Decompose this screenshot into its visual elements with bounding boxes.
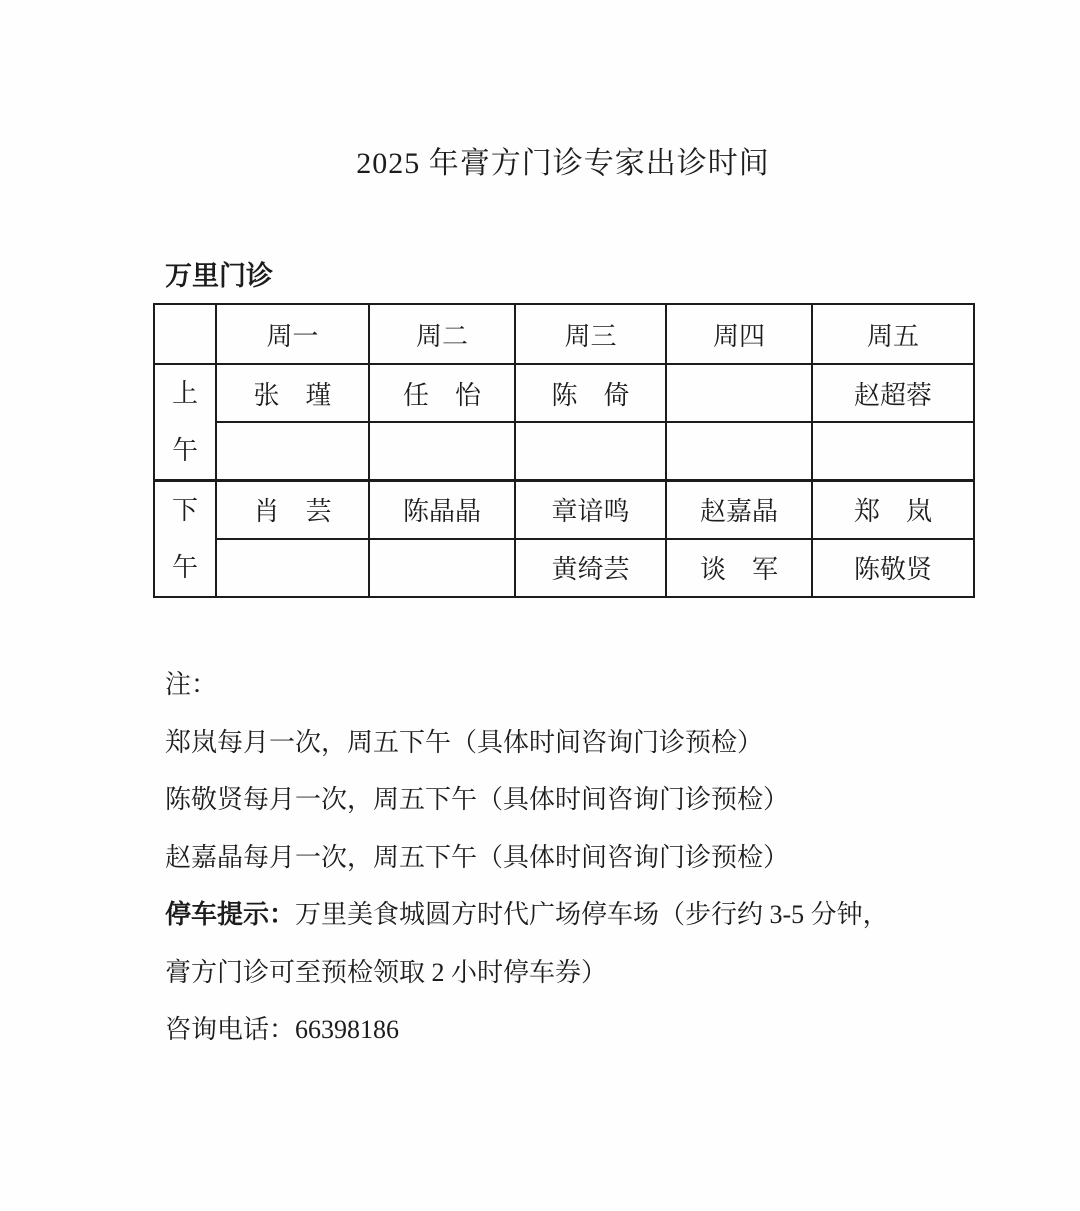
note-item-2: 陈敬贤每月一次，周五下午（具体时间咨询门诊预检） [165, 785, 790, 814]
schedule-cell-mon-morning-1: 张 瑾 [216, 364, 369, 422]
phone-line [165, 1001, 973, 1059]
parking-note-label: 停车提示： [165, 900, 296, 929]
schedule-cell-thu-morning-1 [666, 364, 812, 422]
period-label-morning: 上午 [154, 364, 216, 481]
phone-label: 咨询电话： [165, 1015, 296, 1044]
schedule-cell-wed-morning-2 [515, 422, 666, 480]
schedule-cell-fri-afternoon-1: 郑 岚 [812, 481, 974, 539]
parking-note-text: 万里美食城圆方时代广场停车场（步行约 3-5 分钟， [295, 900, 889, 929]
morning-row-2 [154, 422, 974, 480]
day-header-tue: 周二 [369, 304, 515, 364]
afternoon-row-2 [154, 539, 974, 597]
note-item-1: 郑岚每月一次，周五下午（具体时间咨询门诊预检） [165, 727, 764, 757]
schedule-table [153, 303, 975, 598]
page-title: 2025 年膏方门诊专家出诊时间 [356, 147, 770, 180]
schedule-cell-mon-afternoon-1: 肖 芸 [216, 481, 369, 539]
period-label-afternoon: 下午 [154, 481, 216, 598]
schedule-cell-wed-morning-1: 陈 倚 [515, 364, 666, 422]
schedule-cell-fri-morning-1: 赵超蓉 [812, 364, 974, 422]
parking-note-line-1 [165, 886, 973, 944]
schedule-cell-tue-morning-2 [369, 422, 515, 480]
document-content [153, 138, 973, 1059]
notes-section [153, 656, 973, 1059]
schedule-cell-mon-afternoon-2 [216, 539, 369, 597]
schedule-cell-fri-morning-2 [812, 422, 974, 480]
schedule-cell-tue-morning-1: 任 怡 [369, 364, 515, 422]
schedule-cell-fri-afternoon-2: 陈敬贤 [812, 539, 974, 597]
notes-label: 注： [165, 670, 218, 699]
schedule-cell-wed-afternoon-1: 章谙鸣 [515, 481, 666, 539]
schedule-cell-tue-afternoon-1: 陈晶晶 [369, 481, 515, 539]
schedule-cell-thu-afternoon-1: 赵嘉晶 [666, 481, 812, 539]
schedule-cell-mon-morning-2 [216, 422, 369, 480]
morning-row-1 [154, 364, 974, 422]
corner-cell [154, 304, 216, 364]
schedule-header-row [154, 304, 974, 364]
schedule-cell-thu-morning-2 [666, 422, 812, 480]
schedule-cell-tue-afternoon-2 [369, 539, 515, 597]
schedule-cell-wed-afternoon-2: 黄绮芸 [515, 539, 666, 597]
clinic-section-heading: 万里门诊 [165, 261, 273, 291]
day-header-thu: 周四 [666, 304, 812, 364]
afternoon-row-1 [154, 481, 974, 539]
parking-note-line-2: 膏方门诊可至预检领取 2 小时停车券） [165, 957, 608, 987]
day-header-mon: 周一 [216, 304, 369, 364]
phone-number: 66398186 [295, 1015, 400, 1044]
day-header-wed: 周三 [515, 304, 666, 364]
note-item-3: 赵嘉晶每月一次，周五下午（具体时间咨询门诊预检） [165, 842, 790, 872]
schedule-cell-thu-afternoon-2: 谈 军 [666, 539, 812, 597]
day-header-fri: 周五 [812, 304, 974, 364]
